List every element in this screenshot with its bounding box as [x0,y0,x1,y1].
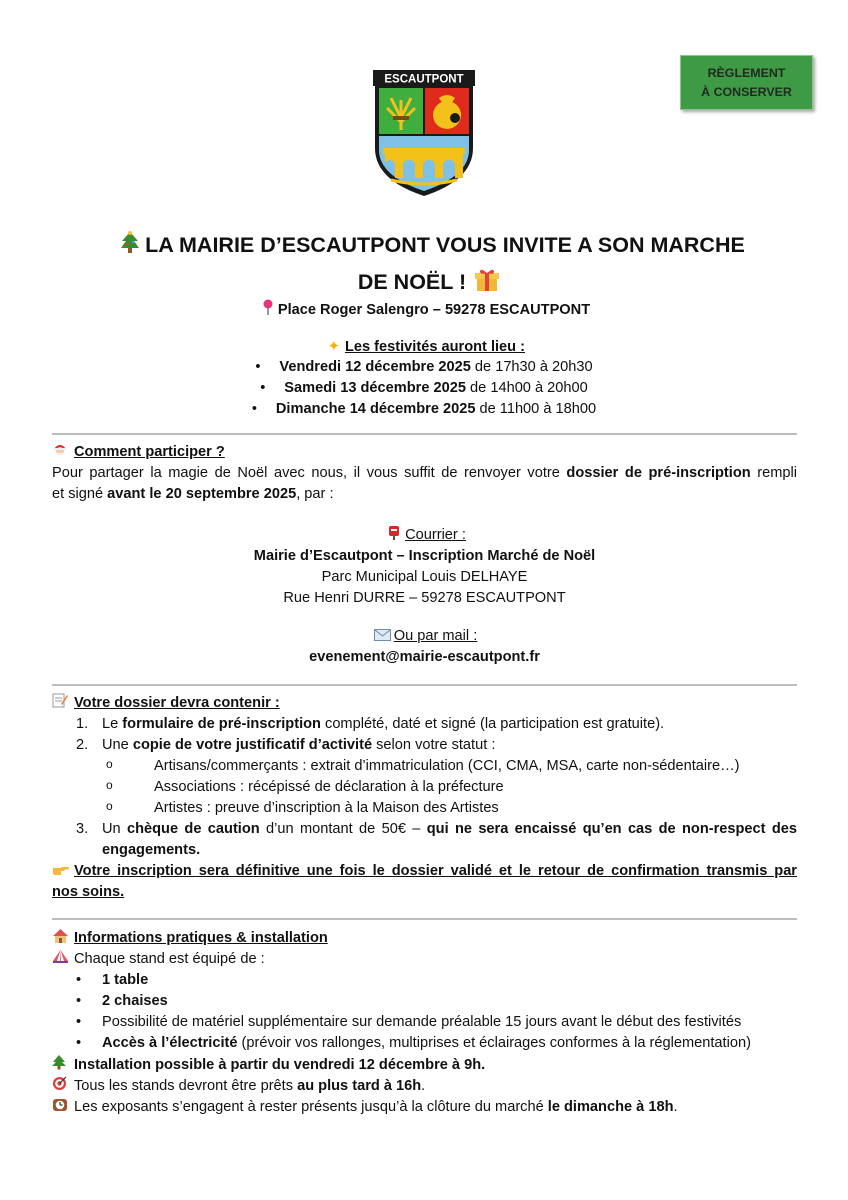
escautpont-coat-of-arms-logo [369,68,479,198]
participate-heading [52,441,797,463]
title-line-2 [60,265,800,303]
address-text: Place Roger Salengro – 59278 ESCAUTPONT [277,302,591,318]
festivities-heading-text: Les festivités auront lieu : [344,339,526,355]
reglement-badge [680,55,813,110]
participate-paragraph-line-1: Pour partager la magie de Noël avec nous, il vous suffit de renvoyer votre dossier de pré-inscription rempli [52,464,797,481]
gift-icon [472,267,502,303]
infos-section [52,928,797,1117]
participate-section [52,441,797,668]
mantelpiece-clock-icon [52,1097,74,1118]
date-day: Samedi 13 décembre 2025 [284,380,466,396]
dossier-list-continued [76,819,797,861]
date-day: Dimanche 14 décembre 2025 [275,401,476,417]
mail-line-2: Parc Municipal Louis DELHAYE [321,568,528,585]
equipment-item: • 1 table [76,971,149,988]
dossier-heading-text: Votre dossier devra contenir : [74,695,280,711]
pointing-hand-icon [52,862,74,882]
status-item: o Associations : récépissé de déclaration à la préfecture [106,777,504,795]
date-item: • Samedi 13 décembre 2025 de 14h00 à 20h00 [260,380,588,396]
mail-line-3: Rue Henri DURRE – 59278 ESCAUTPONT [283,589,566,606]
participate-paragraph-line-2: et signé avant le 20 septembre 2025, par : [52,485,334,502]
ready-note: Tous les stands devront être prêts au plus tard à 16h. [52,1076,797,1097]
status-item: o Artisans/commerçants : extrait d’immatriculation (CCI, CMA, MSA, carte non-sédentaire…) [106,756,740,774]
logo-text: ESCAUTPONT [384,73,464,86]
date-hours: de 17h30 à 20h30 [470,359,593,375]
install-note [52,1054,797,1076]
date-day: Vendredi 12 décembre 2025 [279,359,471,375]
infos-intro [52,949,797,970]
equipment-item: • 2 chaises [76,992,168,1009]
divider [52,433,797,435]
stay-note: Les exposants s’engagent à rester présents jusqu’à la clôture du marché le dimanche à 18h. [52,1097,797,1118]
christmas-tree-icon [52,1054,74,1076]
mail-line-1: Mairie d’Escautpont – Inscription Marché de Noël [253,548,596,565]
sparkles-icon: ✦ [327,338,341,355]
participate-heading-text: Comment participer ? [74,444,225,460]
date-item: • Vendredi 12 décembre 2025 de 17h30 à 20h30 [255,359,593,375]
final-note-line-1 [52,861,797,882]
map-pin-icon [258,299,278,323]
house-icon [52,928,74,949]
santa-icon [52,441,74,463]
equipment-item: • Possibilité de matériel supplémentaire sur demande préalable 15 jours avant le début des festivités [76,1013,742,1030]
christmas-tree-icon [115,231,145,265]
equipment-list [76,970,797,1054]
festivities-heading [0,336,848,358]
title-text-2: DE NOËL ! [357,270,467,294]
title-text-1: LA MAIRIE D’ESCAUTPONT VOUS INVITE A SON MARCHE [145,233,745,257]
infos-heading-text: Informations pratiques & installation [74,930,328,946]
final-note-text-1: Votre inscription sera définitive une fois le dossier validé et le retour de confirmation transmis par [74,862,797,879]
dossier-heading [52,692,797,714]
page-title [60,228,800,303]
postbox-icon [383,525,405,546]
infos-intro-text: Chaque stand est équipé de : [74,950,265,967]
mail-heading [52,525,797,546]
dossier-item: 3. Un chèque de caution d’un montant de 50€ – qui ne sera encaissé qu’en cas de non-respect des engagements. [76,820,797,858]
title-line-1 [60,228,800,265]
email-heading-text: Ou par mail : [393,628,478,645]
equipment-item: • Accès à l’électricité (prévoir vos rallonges, multiprises et éclairages conformes à la réglementation) [76,1034,751,1051]
festivities-dates [0,357,848,420]
mail-heading-text: Courrier : [405,527,466,544]
target-icon [52,1076,74,1097]
envelope-icon [372,627,394,647]
date-hours: de 11h00 à 18h00 [475,401,597,417]
dossier-list [76,714,797,756]
divider [52,684,797,686]
divider [52,918,797,920]
infos-heading [52,928,797,949]
install-note-text: Installation possible à partir du vendredi 12 décembre à 9h. [74,1056,486,1073]
dossier-item: 1. Le formulaire de pré-inscription complété, daté et signé (la participation est gratuite). [76,715,665,732]
memo-icon [52,692,74,714]
badge-line-1: RÈGLEMENT [707,66,786,80]
badge-line-2: À CONSERVER [701,85,792,99]
email-address-link[interactable]: evenement@mairie-escautpont.fr [309,649,540,666]
final-note-line-2: nos soins. [52,883,125,900]
status-item: o Artistes : preuve d’inscription à la Maison des Artistes [106,798,499,816]
date-hours: de 14h00 à 20h00 [466,380,588,396]
status-sublist [102,756,797,819]
email-heading [52,626,797,647]
dossier-section [52,692,797,902]
dossier-item: 2. Une copie de votre justificatif d’activité selon votre statut : [76,736,496,753]
date-item: • Dimanche 14 décembre 2025 de 11h00 à 18h00 [251,401,597,417]
event-address [0,299,848,323]
circus-tent-icon [52,949,74,970]
